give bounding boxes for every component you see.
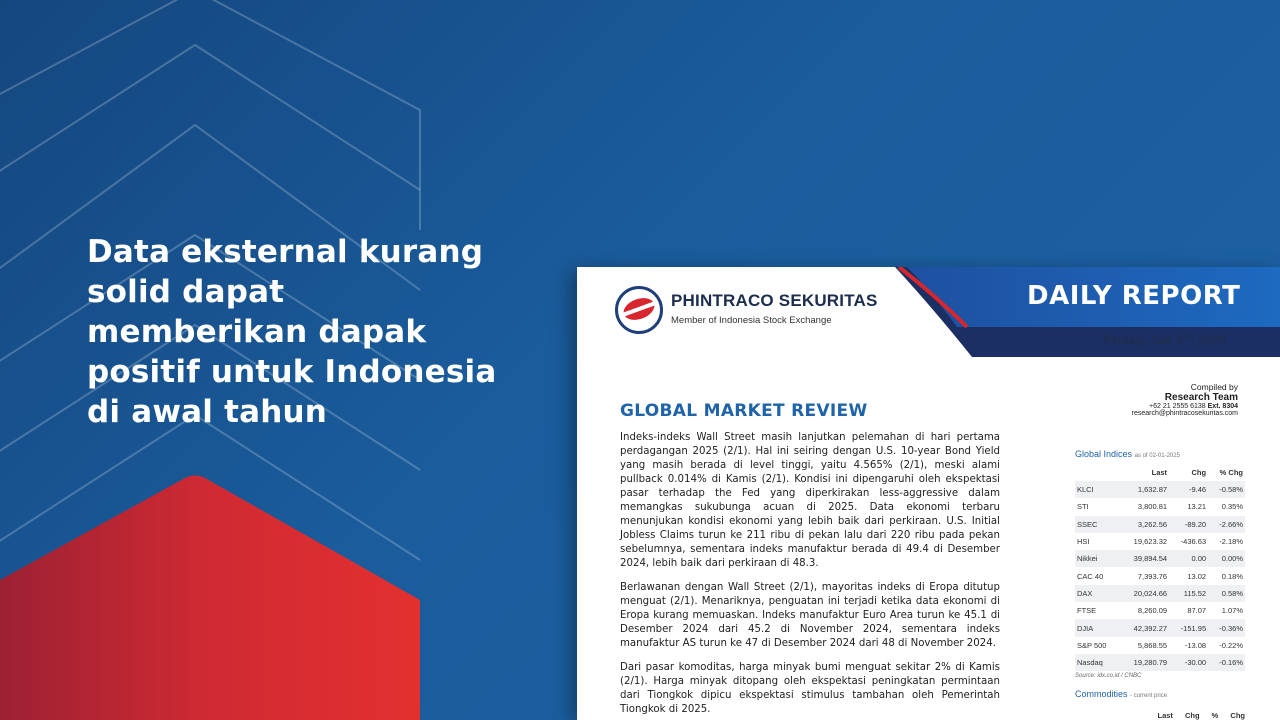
commodities-note: - current price [1130,693,1168,699]
brand-subtitle: Member of Indonesia Stock Exchange [671,315,832,326]
index-chg: -13.08 [1184,640,1207,650]
column-header: % Chg [1219,468,1243,477]
index-pct: 0.18% [1221,571,1243,581]
index-last: 42,392.27 [1119,619,1169,636]
phone-ext: Ext. 8304 [1207,403,1238,410]
table-row [1075,619,1245,636]
index-pct: 0.58% [1208,585,1245,602]
index-name: S&P 500 [1077,640,1107,650]
headline-line: solid dapat [87,274,285,310]
index-chg: 13.21 [1187,502,1207,512]
date-prefix: Friday, Jan 3 [1104,332,1183,348]
date-suffix-sup: rd [1182,332,1191,341]
indices-asof: as of 02-01-2025 [1134,453,1180,459]
index-name: FTSE [1077,606,1097,616]
research-team: Research Team [1164,392,1238,403]
index-chg: -30.00 [1169,654,1208,671]
report-title: DAILY REPORT [1027,281,1241,311]
table-row [1075,602,1245,619]
global-indices-table [1075,465,1245,671]
index-chg: -89.20 [1169,516,1208,533]
commodities-panel [1075,689,1245,720]
index-pct: -2.18% [1219,537,1243,547]
index-last: 5,868.55 [1137,640,1168,650]
column-header: Chg [1191,468,1207,477]
paragraph: Dari pasar komoditas, harga minyak bumi menguat sekitar 2% di Kamis (2/1). Harga minyak ditopang oleh ekspektasi peningkatan permintaan dari Tiongkok dipicu ekspektasi stimulus tambahan oleh Pemerintah Tiongkok di 2025. [620,662,1000,715]
index-last: 20,024.66 [1119,585,1169,602]
global-indices-title [1075,449,1245,459]
market-review-text [620,431,1000,720]
index-pct: 0.35% [1221,502,1243,512]
indices-title-text: Global Indices [1075,449,1133,459]
headline-line: positif untuk Indonesia [87,354,497,390]
table-row [1075,585,1245,602]
index-name: STI [1077,502,1089,512]
index-name: HSI [1077,537,1090,547]
index-name: Nikkei [1075,550,1119,567]
index-last: 8,260.09 [1137,606,1168,616]
compiled-by-label: Compiled by [1190,382,1238,392]
index-chg: 0.00 [1169,550,1208,567]
paragraph: Berlawanan dengan Wall Street (2/1), mayoritas indeks di Eropa ditutup menguat (2/1). Menariknya, penguatan ini terjadi ketika data ekonomi di Eropa kurang memuaskan. Indeks manufaktur Euro Area turun ke 45.1 di Desember 2024 dari 45.2 di November 2024, sementara indeks manufaktur AS turun ke 47 di Desember 2024 dari 48 di November 2024. [620,582,1000,649]
index-chg: 87.07 [1187,606,1207,616]
index-pct: -0.22% [1219,640,1243,650]
index-last: 3,800.81 [1137,502,1168,512]
index-last: 7,393.76 [1137,571,1168,581]
index-pct: 0.00% [1208,550,1245,567]
column-header: Last [1151,468,1168,477]
indices-source: Source: idx.co.id / CNBC [1075,673,1142,680]
headline-line: memberikan dapak [87,314,427,350]
index-last: 19,623.32 [1133,537,1168,547]
commodities-title-text: Commodities [1075,689,1128,699]
contact-phone [1132,403,1238,410]
index-pct: -2.66% [1208,516,1245,533]
index-chg: 13.02 [1187,571,1207,581]
index-last: 1,632.87 [1119,481,1169,498]
table-row [1075,516,1245,533]
index-name: DAX [1075,585,1119,602]
table-row [1075,637,1245,654]
index-pct: -0.16% [1208,654,1245,671]
table-row [1075,654,1245,671]
daily-report-document [577,267,1280,720]
table-row [1075,550,1245,567]
table-row [1075,567,1245,584]
phintraco-logo [615,286,663,334]
index-name: DJIA [1075,619,1119,636]
report-date [1104,332,1227,347]
headline [87,232,507,432]
index-pct: 1.07% [1221,606,1243,616]
column-header [1075,465,1119,481]
table-header-row [1075,465,1245,481]
index-pct: -0.36% [1208,619,1245,636]
index-chg: -9.46 [1169,481,1208,498]
commodities-title [1075,689,1245,699]
index-last: 3,262.56 [1119,516,1169,533]
index-chg: -436.63 [1180,537,1207,547]
index-name: CAC 40 [1077,571,1104,581]
compiled-by-block [1132,382,1238,417]
index-pct: -0.58% [1208,481,1245,498]
index-chg: -151.95 [1169,619,1208,636]
index-chg: 115.52 [1169,585,1208,602]
headline-line: di awal tahun [87,394,328,430]
paragraph: Indeks-indeks Wall Street masih lanjutkan pelemahan di hari pertama perdagangan 2025 (2/1). Hal ini seiring dengan U.S. 10-year Bond Yield yang masih berada di level tinggi, yaitu 4.565% (2/1), meski alami pullback 0.014% di Kamis (2/1). Kondisi ini dipengaruhi oleh ekspektasi pasar terhadap the Fed yang diperkirakan less-aggressive dalam memangkas sukubunga acuan di 2025. Data ekonomi terbaru menunjukan kondisi ekonomi yang lebih baik dari perkiraan. U.S. Initial Jobless Claims turun ke 211 ribu di pekan lalu dari 220 ribu pada pekan sebelumnya, sementara indeks manufaktur berada di 49.4 di Desember 2024, lebih baik dari perkiraan di 48.3. [620,432,1000,569]
phone-number: +62 21 2555 6138 [1149,403,1206,410]
table-row [1075,498,1245,515]
index-name: Nasdaq [1075,654,1119,671]
table-row [1075,481,1245,498]
index-last: 39,894.54 [1119,550,1169,567]
brand-name: PHINTRACO SEKURITAS [671,291,878,310]
index-name: SSEC [1075,516,1119,533]
commodities-headers: Last Chg % Chg [1157,711,1245,720]
table-row [1075,533,1245,550]
index-last: 19,280.79 [1119,654,1169,671]
date-year: , 2025 [1190,332,1227,348]
global-indices-panel [1075,449,1245,679]
index-name: KLCI [1075,481,1119,498]
headline-line: Data eksternal kurang [87,234,484,270]
contact-email: research@phintracosekuritas.com [1131,410,1238,417]
section-title: GLOBAL MARKET REVIEW [620,401,868,421]
